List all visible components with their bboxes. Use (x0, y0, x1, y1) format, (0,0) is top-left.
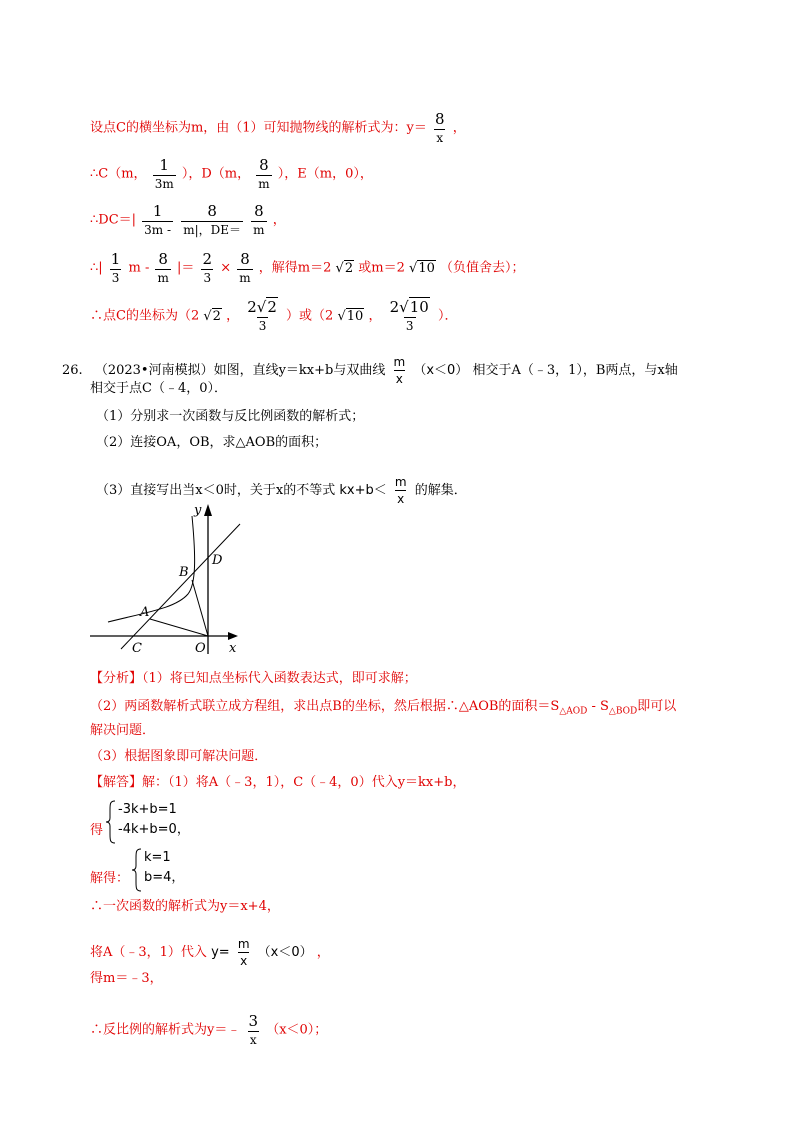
solution-line-3: ∴DC＝| $\frac{1}{3m -}$ $\frac{8}{m|,DE=}$ $\frac{8}{m}$ ， (90, 202, 286, 237)
line-graph (121, 524, 240, 649)
fraction: $\frac{m}{x}$ (394, 475, 407, 506)
fraction: $\frac{8}{m|,DE=}$ (183, 202, 242, 237)
fraction: $\frac{2}{3}$ (202, 250, 213, 285)
fraction: $\frac{8}{m}$ (157, 250, 169, 285)
fraction: $\frac{8}{m}$ (239, 250, 251, 285)
solution-line-1: 设点C的横坐标为m，由（1）可知抛物线的解析式为：y＝ $\frac{8}{x}$ ， (90, 110, 466, 145)
problem-header: 26. （2023•河南模拟）如图，直线y＝kx+b与双曲线 $\frac{m}{x}$ （x＜0） 相交于A（﹣3，1），B两点，与x轴 (62, 355, 678, 386)
sqrt-symbol: √10 (337, 308, 364, 324)
analysis-line-4: （3）根据图象即可解决问题． (90, 749, 268, 764)
question-2: （2）连接OA，OB，求△AOB的面积； (96, 435, 328, 450)
problem-line-2: 相交于点C（﹣4，0）． (90, 381, 227, 396)
fraction: $\frac{2√2}{3}$ (247, 298, 277, 333)
equation-system-1: -3k+b=1 -4k+b=0， (106, 800, 190, 840)
problem-number: 26. (62, 363, 83, 378)
answer-get: 得 (90, 823, 104, 838)
label-x: x (229, 641, 237, 656)
question-3: （3）直接写出当x＜0时，关于x的不等式 kx+b＜ $\frac{m}{x}$ 的解集． (96, 475, 467, 506)
fraction: $\frac{3}{x}$ (248, 1012, 259, 1047)
label-O: O (195, 641, 206, 656)
analysis-tag: 【分析】 (90, 671, 143, 686)
solution-line-2: ∴C（m， $\frac{1}{3m}$ ），D（m， $\frac{8}{m}$ ），E（m，0）， (90, 156, 373, 191)
label-C: C (132, 641, 142, 656)
label-B: B (179, 565, 189, 580)
fraction: $\frac{m}{x}$ (393, 355, 406, 386)
fraction: $\frac{2√10}{3}$ (389, 298, 429, 333)
x-axis-arrow (228, 632, 238, 640)
label-y: y (194, 503, 202, 518)
fraction: $\frac{8}{x}$ (435, 110, 445, 145)
label-A: A (140, 605, 150, 620)
answer-m-value: 得m＝﹣3， (90, 971, 163, 986)
solution-line-4: ∴| $\frac{1}{3}$ m - $\frac{8}{m}$ |＝ $\frac{2}{3}$ × $\frac{8}{m}$ ，解得m＝2 √2 或m＝2 √10 （负值舍去）； (90, 250, 525, 285)
analysis-line-2: （2）两函数解析式联立成方程组，求出点B的坐标，然后根据∴△AOB的面积$=S_{\triangle AOD} - S_{\triangle BOD}$即可以 (90, 699, 677, 717)
sqrt-symbol: √2 (335, 260, 354, 276)
analysis-line-3: 解决问题． (90, 723, 156, 738)
answer-solve: 解得： (90, 871, 130, 886)
problem-source: （2023•河南模拟）如图，直线y＝kx+b与双曲线 (94, 363, 386, 378)
answer-line-1: 【解答】解：（1）将A（﹣3，1），C（﹣4，0）代入y＝kx+b， (90, 775, 466, 790)
label-D: D (212, 553, 223, 568)
brace-icon (132, 848, 142, 892)
fraction: $\frac{1}{3m}$ (154, 156, 174, 191)
solution-text: 设点C的横坐标为m，由（1）可知抛物线的解析式为：y＝ (90, 120, 427, 136)
question-1: （1）分别求一次函数与反比例函数的解析式； (96, 409, 365, 424)
fraction: $\frac{8}{m}$ (258, 156, 270, 191)
coordinate-figure (88, 498, 258, 658)
answer-substitute: 将A（﹣3，1）代入 y= $\frac{m}{x}$ （x＜0） ， (90, 937, 330, 968)
y-axis-arrow (204, 504, 212, 516)
fraction: $\frac{1}{3m -}$ (144, 202, 172, 237)
fraction: $\frac{m}{x}$ (237, 937, 250, 968)
segment-OA (150, 619, 208, 636)
sqrt-symbol: √2 (203, 308, 221, 324)
answer-linear: ∴一次函数的解析式为y＝x+4， (90, 899, 280, 914)
answer-tag: 【解答】 (90, 775, 143, 790)
answer-inverse: ∴反比例的解析式为y＝﹣ $\frac{3}{x}$ （x＜0）； (90, 1012, 328, 1047)
segment-OB (192, 580, 208, 636)
sqrt-symbol: √10 (409, 260, 435, 276)
fraction: $\frac{1}{3}$ (110, 250, 121, 285)
fraction: $\frac{8}{m}$ (253, 202, 265, 237)
equation-system-2: k=1 b=4， (132, 848, 184, 888)
analysis-line-1: 【分析】（1）将已知点坐标代入函数表达式，即可求解； (90, 671, 417, 686)
solution-line-5: ∴点C的坐标为（2 √2 ， $\frac{2√2}{3}$ ）或（2 √10 ， $\frac{2√10}{3}$ ）． (90, 298, 458, 333)
brace-icon (106, 800, 116, 844)
